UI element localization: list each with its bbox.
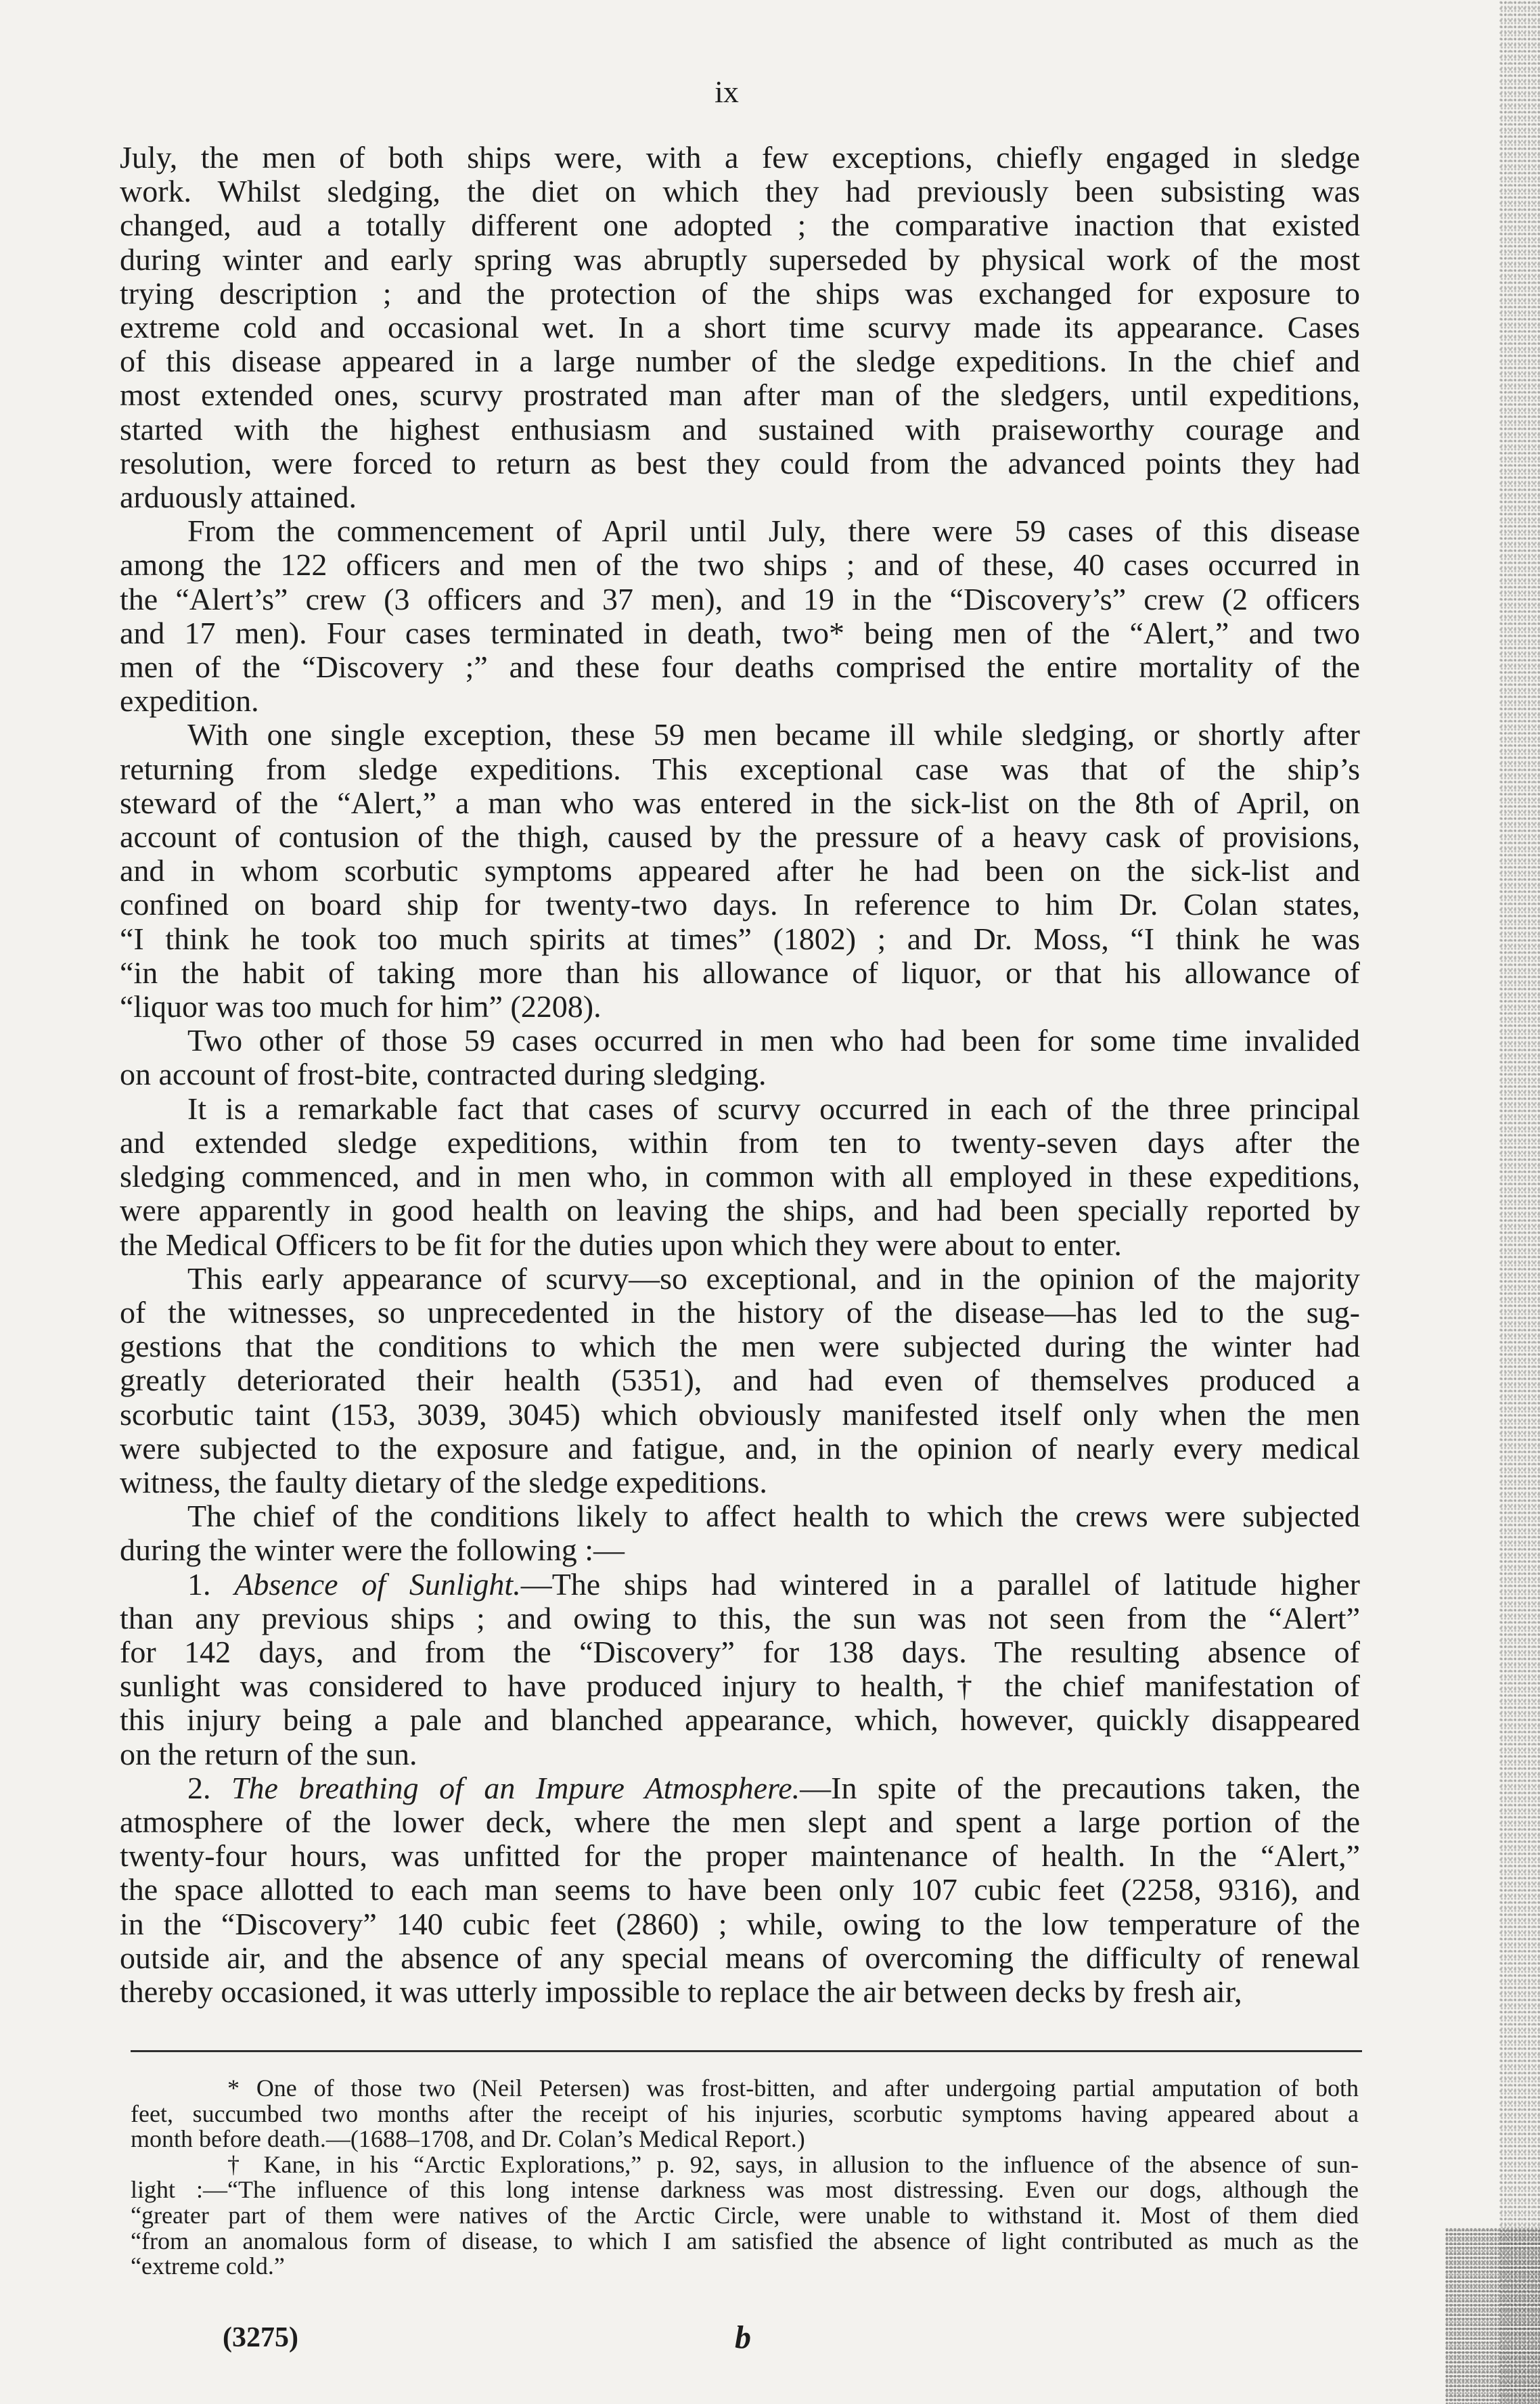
text-line: extreme cold and occasional wet. In a short time scurvy made its appearance. Cases — [120, 310, 1360, 345]
paragraph — [120, 1499, 1360, 1567]
text-line: were subjected to the exposure and fatigue, and, in the opinion of nearly every medical — [120, 1430, 1360, 1466]
paragraph — [120, 1262, 1360, 1499]
text-line: and in whom scorbutic symptoms appeared after he had been on the sick-list and — [120, 853, 1360, 888]
text-line: in the “Discovery” 140 cubic feet (2860) ; while, owing to the low temperature of the — [120, 1906, 1360, 1941]
text-line: among the 122 officers and men of the two ships ; and of these, 40 cases occurred in — [120, 547, 1360, 583]
footnote-line: light :—“The influence of this long intense darkness was most distressing. Even our dogs, although the — [131, 2176, 1359, 2204]
text-line: returning from sledge expeditions. This exceptional case was that of the ship’s — [120, 751, 1360, 786]
text-line: “I think he took too much spirits at times” (1802) ; and Dr. Moss, “I think he was — [120, 921, 1360, 956]
footnote-text: Kane, in his “Arctic Explorations,” p. 92, says, in allusion to the influence of the absence of sun- — [263, 2150, 1359, 2178]
text-line: men of the “Discovery ;” and these four deaths comprised the entire mortality of the — [120, 650, 1360, 685]
scan-corner-texture — [1445, 2228, 1540, 2404]
text-line: From the commencement of April until July, there were 59 cases of this disease — [187, 514, 1360, 549]
footnote-text: One of those two (Neil Petersen) was frost-bitten, and after undergoing partial amputation of both — [256, 2074, 1359, 2102]
text-line — [120, 1568, 1360, 1602]
paragraph — [120, 718, 1360, 1024]
footnote-line — [131, 2152, 1359, 2178]
numbered-paragraph — [120, 1771, 1360, 2009]
text-line: on the return of the sun. — [120, 1736, 417, 1771]
text-line: It is a remarkable fact that cases of scurvy occurred in each of the three principal — [187, 1091, 1360, 1126]
text-line: confined on board ship for twenty-two days. In reference to him Dr. Colan states, — [120, 887, 1360, 922]
text-line: started with the highest enthusiasm and sustained with praiseworthy courage and — [120, 411, 1360, 447]
footnote-line: “greater part of them were natives of the Arctic Circle, were unable to withstand it. Most of them died — [131, 2201, 1359, 2229]
text-line: of this disease appeared in a large number of the sledge expeditions. In the chief and — [120, 344, 1360, 379]
text-line: atmosphere of the lower deck, where the men slept and spent a large portion of the — [120, 1804, 1360, 1839]
print-number: (3275) — [223, 2322, 298, 2353]
text-line: work. Whilst sledging, the diet on which they had previously been subsisting was — [120, 174, 1360, 209]
text-line: changed, aud a totally different one adopted ; the comparative inaction that existed — [120, 208, 1360, 243]
text-line: during winter and early spring was abruptly superseded by physical work of the most — [120, 242, 1360, 277]
item-title: The breathing of an Impure Atmosphere. — [231, 1770, 800, 1805]
text-line: the space allotted to each man seems to have been only 107 cubic feet (2258, 9316), and — [120, 1872, 1360, 1907]
text-line — [120, 1771, 1360, 1805]
text-line: “in the habit of taking more than his allowance of liquor, or that his allowance of — [120, 955, 1360, 990]
footnote — [131, 2152, 1359, 2280]
text-line: of the witnesses, so unprecedented in the history of the disease—has led to the sug- — [120, 1294, 1360, 1330]
footnote-line: “from an anomalous form of disease, to which I am satisfied the absence of light contributed as much as the — [131, 2227, 1359, 2254]
text-line: July, the men of both ships were, with a few exceptions, chiefly engaged in sledge — [120, 140, 1360, 175]
text-line: gestions that the conditions to which the men were subjected during the winter had — [120, 1329, 1360, 1364]
item-text: —The ships had wintered in a parallel of latitude higher — [520, 1566, 1360, 1602]
signature-mark: b — [735, 2319, 751, 2355]
text-line: expedition. — [120, 683, 259, 719]
text-line: the “Alert’s” crew (3 officers and 37 men), and 19 in the “Discovery’s” crew (2 officers — [120, 581, 1360, 616]
paragraph — [120, 1092, 1360, 1262]
text-line: witness, the faulty dietary of the sledge expeditions. — [120, 1464, 767, 1499]
text-line: and extended sledge expeditions, within from ten to twenty-seven days after the — [120, 1125, 1360, 1160]
page-number: ix — [715, 74, 739, 109]
text-line: thereby occasioned, it was utterly impossible to replace the air between decks by fresh air, — [120, 1974, 1242, 2009]
footnote-line: “extreme cold.” — [131, 2252, 285, 2280]
text-line: resolution, were forced to return as best they could from the advanced points they had — [120, 445, 1360, 480]
text-line: The chief of the conditions likely to affect health to which the crews were subjected — [187, 1499, 1360, 1534]
item-text: —In spite of the precautions taken, the — [800, 1770, 1360, 1805]
text-line: Two other of those 59 cases occurred in men who had been for some time invalided — [187, 1023, 1360, 1058]
numbered-paragraph — [120, 1568, 1360, 1771]
text-line: the Medical Officers to be fit for the duties upon which they were about to enter. — [120, 1227, 1122, 1262]
footnotes — [131, 2076, 1359, 2280]
text-line: were apparently in good health on leaving the ships, and had been specially reported by — [120, 1193, 1360, 1228]
text-line: steward of the “Alert,” a man who was entered in the sick-list on the 8th of April, on — [120, 785, 1360, 820]
footnote-line — [131, 2076, 1359, 2102]
text-line: twenty-four hours, was unfitted for the proper maintenance of health. In the “Alert,” — [120, 1838, 1360, 1874]
text-line: scorbutic taint (153, 3039, 3045) which obviously manifested itself only when the men — [120, 1397, 1360, 1432]
text-line: outside air, and the absence of any special means of overcoming the difficulty of renewal — [120, 1940, 1360, 1975]
paragraph — [120, 514, 1360, 718]
item-number: 1. — [187, 1566, 211, 1602]
footnote — [131, 2076, 1359, 2152]
text-line: trying description ; and the protection of the ships was exchanged for exposure to — [120, 275, 1360, 311]
footnote-marker: * — [227, 2074, 240, 2102]
paragraph — [120, 1024, 1360, 1091]
scan-edge-texture — [1499, 0, 1540, 2404]
item-title: Absence of Sunlight. — [234, 1566, 521, 1602]
text-line: account of contusion of the thigh, caused by the pressure of a heavy cask of provisions, — [120, 819, 1360, 855]
text-line: “liquor was too much for him” (2208). — [120, 989, 602, 1024]
text-line: With one single exception, these 59 men became ill while sledging, or shortly after — [187, 717, 1360, 752]
text-line: and 17 men). Four cases terminated in death, two* being men of the “Alert,” and two — [120, 615, 1360, 650]
text-line: arduously attained. — [120, 480, 357, 515]
footnote-line: month before death.—(1688–1708, and Dr. Colan’s Medical Report.) — [131, 2125, 805, 2153]
text-line: sledging commenced, and in men who, in common with all employed in these expeditions, — [120, 1159, 1360, 1194]
text-line: this injury being a pale and blanched appearance, which, however, quickly disappeared — [120, 1702, 1360, 1738]
footnote-line: feet, succumbed two months after the receipt of his injuries, scorbutic symptoms having appeared about a — [131, 2100, 1359, 2127]
text-line: for 142 days, and from the “Discovery” for 138 days. The resulting absence of — [120, 1634, 1360, 1669]
footnote-rule — [131, 2050, 1362, 2052]
footnote-marker: † — [227, 2150, 249, 2178]
text-line: sunlight was considered to have produced injury to health,† the chief manifestation of — [120, 1669, 1360, 1704]
body-text — [120, 141, 1360, 2009]
item-number: 2. — [187, 1770, 211, 1805]
text-line: This early appearance of scurvy—so exceptional, and in the opinion of the majority — [187, 1261, 1360, 1296]
text-line: greatly deteriorated their health (5351), and had even of themselves produced a — [120, 1363, 1360, 1398]
text-line: than any previous ships ; and owing to this, the sun was not seen from the “Alert” — [120, 1600, 1360, 1635]
paragraph — [120, 141, 1360, 514]
text-line: on account of frost-bite, contracted during sledging. — [120, 1057, 767, 1092]
text-line: most extended ones, scurvy prostrated man after man of the sledgers, until expeditions, — [120, 378, 1360, 413]
text-line: during the winter were the following :— — [120, 1533, 625, 1568]
